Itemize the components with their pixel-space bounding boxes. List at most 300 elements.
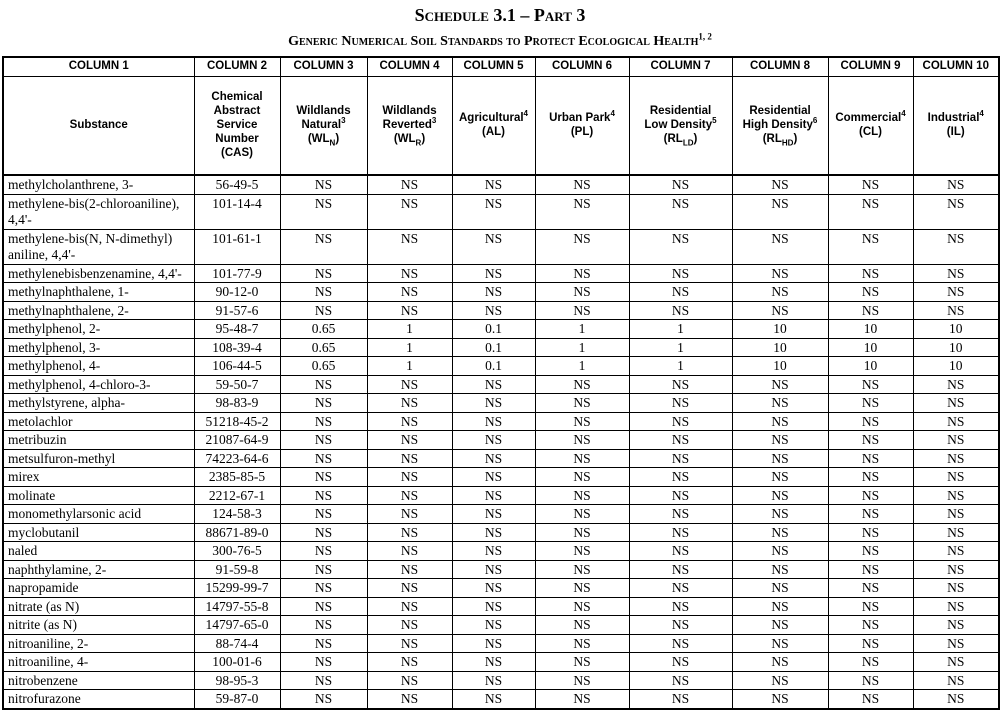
substance-cell: methylenebisbenzenamine, 4,4'-: [3, 264, 194, 283]
standard-value-cell: NS: [535, 449, 629, 468]
standard-value-cell: NS: [452, 283, 535, 302]
cas-number-cell: 2385-85-5: [194, 468, 280, 487]
standard-value-cell: NS: [828, 616, 913, 635]
footnote-marker: 4: [610, 109, 615, 119]
column-field-header: [280, 76, 367, 175]
standard-value-cell: NS: [828, 301, 913, 320]
table-row: [3, 690, 999, 709]
standard-value-cell: NS: [535, 175, 629, 194]
cas-number-cell: 101-77-9: [194, 264, 280, 283]
standard-value-cell: NS: [452, 412, 535, 431]
standard-value-cell: NS: [913, 671, 999, 690]
standard-value-cell: NS: [280, 283, 367, 302]
standard-value-cell: NS: [828, 194, 913, 229]
standard-value-cell: NS: [629, 560, 732, 579]
standard-value-cell: 10: [732, 338, 828, 357]
standard-value-cell: NS: [732, 523, 828, 542]
standard-value-cell: NS: [535, 194, 629, 229]
standard-value-cell: NS: [828, 431, 913, 450]
table-row: [3, 357, 999, 376]
standard-value-cell: NS: [452, 542, 535, 561]
standard-value-cell: NS: [913, 634, 999, 653]
standard-value-cell: NS: [535, 394, 629, 413]
standard-value-cell: NS: [367, 175, 452, 194]
standard-value-cell: NS: [629, 301, 732, 320]
standard-value-cell: NS: [452, 486, 535, 505]
column-field-header: [452, 76, 535, 175]
standard-value-cell: NS: [367, 229, 452, 264]
standard-value-cell: 0.1: [452, 357, 535, 376]
standard-value-cell: NS: [280, 229, 367, 264]
table-row: [3, 320, 999, 339]
standard-value-cell: NS: [280, 301, 367, 320]
standard-value-cell: NS: [535, 431, 629, 450]
standard-value-cell: NS: [629, 653, 732, 672]
standard-value-cell: NS: [913, 486, 999, 505]
standard-value-cell: NS: [452, 375, 535, 394]
cas-number-cell: 98-83-9: [194, 394, 280, 413]
standard-value-cell: NS: [913, 653, 999, 672]
standard-value-cell: NS: [732, 468, 828, 487]
standard-value-cell: NS: [828, 412, 913, 431]
standard-value-cell: NS: [452, 264, 535, 283]
standard-value-cell: NS: [535, 301, 629, 320]
substance-cell: molinate: [3, 486, 194, 505]
standard-value-cell: 10: [828, 357, 913, 376]
cas-number-cell: 14797-55-8: [194, 597, 280, 616]
standard-value-cell: NS: [280, 690, 367, 709]
standard-value-cell: NS: [828, 690, 913, 709]
column-number-header: COLUMN 9: [828, 57, 913, 76]
field-header-abbreviation: (AL): [482, 126, 505, 139]
table-row: [3, 579, 999, 598]
abbreviation-subscript: LD: [682, 138, 694, 148]
substance-cell: methylene-bis(N, N-dimethyl) aniline, 4,4'-: [3, 229, 194, 264]
standard-value-cell: NS: [280, 194, 367, 229]
standard-value-cell: NS: [913, 375, 999, 394]
cas-number-cell: 21087-64-9: [194, 431, 280, 450]
standard-value-cell: NS: [629, 412, 732, 431]
standard-value-cell: NS: [732, 486, 828, 505]
standard-value-cell: NS: [452, 175, 535, 194]
table-row: [3, 264, 999, 283]
standard-value-cell: NS: [629, 431, 732, 450]
standard-value-cell: NS: [732, 616, 828, 635]
cas-number-cell: 14797-65-0: [194, 616, 280, 635]
table-row: [3, 301, 999, 320]
field-header-abbreviation: $(WL_R)$: [393, 133, 426, 148]
substance-cell: naled: [3, 542, 194, 561]
standard-value-cell: NS: [629, 175, 732, 194]
footnote-marker: 4: [979, 109, 984, 119]
column-field-header: [629, 76, 732, 175]
standard-value-cell: NS: [367, 449, 452, 468]
standard-value-cell: NS: [828, 671, 913, 690]
table-row: [3, 653, 999, 672]
column-field-header: [535, 76, 629, 175]
standard-value-cell: NS: [828, 634, 913, 653]
page-subtitle: [0, 31, 1000, 49]
standard-value-cell: NS: [828, 579, 913, 598]
cas-number-cell: 124-58-3: [194, 505, 280, 524]
standard-value-cell: 1: [367, 357, 452, 376]
cas-number-cell: 59-50-7: [194, 375, 280, 394]
standard-value-cell: NS: [367, 616, 452, 635]
standard-value-cell: NS: [367, 653, 452, 672]
field-header-abbreviation: $(RL_{LD})$: [663, 133, 698, 148]
table-row: [3, 194, 999, 229]
standard-value-cell: NS: [452, 671, 535, 690]
standard-value-cell: NS: [629, 616, 732, 635]
standard-value-cell: 10: [913, 320, 999, 339]
standard-value-cell: NS: [280, 579, 367, 598]
standard-value-cell: NS: [367, 486, 452, 505]
standard-value-cell: NS: [367, 194, 452, 229]
standard-value-cell: NS: [367, 634, 452, 653]
cas-number-cell: 88671-89-0: [194, 523, 280, 542]
table-row: [3, 338, 999, 357]
standard-value-cell: NS: [629, 523, 732, 542]
standard-value-cell: NS: [828, 653, 913, 672]
page-title: [0, 6, 1000, 25]
standard-value-cell: NS: [535, 671, 629, 690]
table-row: [3, 431, 999, 450]
page-title-text: Schedule 3.1 – Part 3: [414, 5, 586, 25]
standard-value-cell: 10: [732, 320, 828, 339]
standard-value-cell: NS: [280, 375, 367, 394]
substance-cell: nitrofurazone: [3, 690, 194, 709]
standard-value-cell: NS: [629, 449, 732, 468]
standard-value-cell: 1: [629, 320, 732, 339]
standard-value-cell: NS: [913, 542, 999, 561]
footnote-marker: 4: [901, 109, 906, 119]
standard-value-cell: NS: [732, 283, 828, 302]
standard-value-cell: NS: [452, 431, 535, 450]
standard-value-cell: NS: [452, 229, 535, 264]
standard-value-cell: NS: [535, 690, 629, 709]
standard-value-cell: NS: [828, 560, 913, 579]
standard-value-cell: NS: [280, 264, 367, 283]
footnote-marker: 3: [341, 116, 346, 126]
standard-value-cell: NS: [629, 690, 732, 709]
field-header-label: Industrial$^4$: [927, 109, 984, 125]
standard-value-cell: NS: [452, 301, 535, 320]
cas-number-cell: 15299-99-7: [194, 579, 280, 598]
standard-value-cell: NS: [913, 597, 999, 616]
standard-value-cell: NS: [732, 175, 828, 194]
table-row: [3, 394, 999, 413]
table-body: [3, 175, 999, 709]
standard-value-cell: NS: [280, 616, 367, 635]
standard-value-cell: NS: [913, 523, 999, 542]
standard-value-cell: 1: [629, 357, 732, 376]
standard-value-cell: NS: [535, 468, 629, 487]
field-header-abbreviation: (PL): [570, 126, 594, 139]
standard-value-cell: NS: [280, 597, 367, 616]
substance-cell: nitroaniline, 2-: [3, 634, 194, 653]
field-header-label: Substance: [69, 119, 128, 132]
standard-value-cell: NS: [629, 486, 732, 505]
table-row: [3, 505, 999, 524]
standard-value-cell: NS: [280, 523, 367, 542]
cas-number-cell: 95-48-7: [194, 320, 280, 339]
table-row: [3, 616, 999, 635]
column-field-header: [913, 76, 999, 175]
footnote-marker: 4: [523, 109, 528, 119]
standard-value-cell: NS: [913, 283, 999, 302]
standard-value-cell: 1: [367, 338, 452, 357]
standard-value-cell: 1: [629, 338, 732, 357]
standard-value-cell: NS: [280, 431, 367, 450]
standard-value-cell: NS: [367, 690, 452, 709]
cas-number-cell: 300-76-5: [194, 542, 280, 561]
standard-value-cell: NS: [367, 542, 452, 561]
table-row: [3, 523, 999, 542]
abbreviation-subscript: R: [415, 138, 422, 148]
field-header-abbreviation: $(WL_N)$: [307, 133, 340, 148]
substance-cell: methylstyrene, alpha-: [3, 394, 194, 413]
cas-number-cell: 108-39-4: [194, 338, 280, 357]
standard-value-cell: NS: [535, 486, 629, 505]
footnote-marker: 5: [712, 116, 717, 126]
substance-cell: nitrobenzene: [3, 671, 194, 690]
standard-value-cell: NS: [828, 486, 913, 505]
standard-value-cell: NS: [452, 468, 535, 487]
table-row: [3, 175, 999, 194]
standard-value-cell: NS: [535, 283, 629, 302]
table-row: [3, 412, 999, 431]
standard-value-cell: NS: [280, 671, 367, 690]
substance-cell: nitroaniline, 4-: [3, 653, 194, 672]
standard-value-cell: NS: [913, 449, 999, 468]
substance-cell: methylnaphthalene, 1-: [3, 283, 194, 302]
standard-value-cell: NS: [732, 194, 828, 229]
field-header-label: Wildlands Natural$^3$: [296, 105, 351, 132]
standard-value-cell: 1: [367, 320, 452, 339]
field-header-label: Agricultural$^4$: [459, 109, 528, 125]
table-row: [3, 486, 999, 505]
standard-value-cell: NS: [732, 671, 828, 690]
standard-value-cell: NS: [828, 283, 913, 302]
standard-value-cell: 1: [535, 320, 629, 339]
substance-cell: myclobutanil: [3, 523, 194, 542]
standard-value-cell: 0.1: [452, 320, 535, 339]
standard-value-cell: NS: [367, 301, 452, 320]
standard-value-cell: NS: [732, 634, 828, 653]
standard-value-cell: NS: [452, 616, 535, 635]
standard-value-cell: NS: [732, 375, 828, 394]
standard-value-cell: NS: [280, 560, 367, 579]
standard-value-cell: NS: [732, 597, 828, 616]
footnote-marker: 6: [812, 116, 818, 126]
standard-value-cell: NS: [913, 175, 999, 194]
column-number-header: COLUMN 10: [913, 57, 999, 76]
cas-number-cell: 2212-67-1: [194, 486, 280, 505]
column-field-header: [367, 76, 452, 175]
column-number-header: COLUMN 1: [3, 57, 194, 76]
standard-value-cell: NS: [732, 301, 828, 320]
standard-value-cell: NS: [367, 671, 452, 690]
standard-value-cell: NS: [629, 634, 732, 653]
standard-value-cell: 10: [913, 357, 999, 376]
standard-value-cell: NS: [280, 412, 367, 431]
standard-value-cell: NS: [828, 375, 913, 394]
standard-value-cell: NS: [280, 486, 367, 505]
substance-cell: methylnaphthalene, 2-: [3, 301, 194, 320]
standard-value-cell: NS: [629, 597, 732, 616]
standard-value-cell: NS: [732, 394, 828, 413]
standard-value-cell: NS: [828, 264, 913, 283]
table-row: [3, 375, 999, 394]
standard-value-cell: NS: [367, 560, 452, 579]
standard-value-cell: NS: [732, 431, 828, 450]
standard-value-cell: NS: [913, 690, 999, 709]
standard-value-cell: NS: [913, 301, 999, 320]
standard-value-cell: NS: [913, 560, 999, 579]
column-label-row: [3, 76, 999, 175]
standard-value-cell: NS: [535, 560, 629, 579]
cas-number-cell: 100-01-6: [194, 653, 280, 672]
cas-number-cell: 106-44-5: [194, 357, 280, 376]
substance-cell: naphthylamine, 2-: [3, 560, 194, 579]
standard-value-cell: NS: [535, 523, 629, 542]
standard-value-cell: NS: [828, 523, 913, 542]
standard-value-cell: NS: [367, 579, 452, 598]
substance-cell: methylcholanthrene, 3-: [3, 175, 194, 194]
substance-cell: methylphenol, 4-: [3, 357, 194, 376]
standard-value-cell: NS: [913, 264, 999, 283]
page-subtitle-text: Generic Numerical Soil Standards to Protect Ecological Health: [288, 34, 699, 49]
standard-value-cell: NS: [913, 229, 999, 264]
table-row: [3, 560, 999, 579]
standard-value-cell: NS: [280, 468, 367, 487]
column-number-header: COLUMN 8: [732, 57, 828, 76]
standard-value-cell: NS: [280, 175, 367, 194]
standard-value-cell: NS: [629, 229, 732, 264]
standard-value-cell: NS: [732, 579, 828, 598]
standard-value-cell: NS: [913, 194, 999, 229]
standard-value-cell: NS: [629, 264, 732, 283]
standard-value-cell: NS: [535, 616, 629, 635]
standard-value-cell: NS: [629, 505, 732, 524]
standard-value-cell: NS: [367, 505, 452, 524]
substance-cell: mirex: [3, 468, 194, 487]
standard-value-cell: 10: [913, 338, 999, 357]
standard-value-cell: NS: [367, 264, 452, 283]
cas-number-cell: 91-57-6: [194, 301, 280, 320]
standard-value-cell: NS: [629, 194, 732, 229]
field-header-abbreviation: $(RL_{HD})$: [762, 133, 798, 148]
field-header-abbreviation: (IL): [946, 126, 965, 139]
standard-value-cell: NS: [913, 431, 999, 450]
substance-cell: methylphenol, 3-: [3, 338, 194, 357]
standard-value-cell: NS: [452, 194, 535, 229]
cas-number-cell: 98-95-3: [194, 671, 280, 690]
table-row: [3, 542, 999, 561]
standard-value-cell: NS: [732, 542, 828, 561]
standard-value-cell: NS: [732, 690, 828, 709]
table-row: [3, 634, 999, 653]
standard-value-cell: NS: [280, 634, 367, 653]
standard-value-cell: 0.65: [280, 320, 367, 339]
standard-value-cell: NS: [629, 579, 732, 598]
standard-value-cell: NS: [280, 653, 367, 672]
standard-value-cell: NS: [828, 542, 913, 561]
table-row: [3, 671, 999, 690]
standard-value-cell: NS: [280, 505, 367, 524]
standard-value-cell: NS: [452, 653, 535, 672]
standard-value-cell: NS: [367, 523, 452, 542]
standard-value-cell: NS: [732, 653, 828, 672]
standard-value-cell: NS: [367, 412, 452, 431]
standard-value-cell: NS: [732, 412, 828, 431]
abbreviation-subscript: N: [329, 138, 336, 148]
standard-value-cell: NS: [629, 671, 732, 690]
standard-value-cell: NS: [828, 394, 913, 413]
standard-value-cell: NS: [452, 579, 535, 598]
substance-cell: methylphenol, 4-chloro-3-: [3, 375, 194, 394]
field-header-abbreviation: (CAS): [221, 147, 253, 160]
column-field-header: [732, 76, 828, 175]
standard-value-cell: NS: [280, 449, 367, 468]
standard-value-cell: NS: [280, 394, 367, 413]
standard-value-cell: NS: [535, 653, 629, 672]
standard-value-cell: NS: [367, 431, 452, 450]
substance-cell: methylene-bis(2-chloroaniline), 4,4'-: [3, 194, 194, 229]
subtitle-footnote-marker: 1, 2: [698, 31, 712, 42]
table-row: [3, 283, 999, 302]
soil-standards-table: [2, 56, 1000, 710]
standard-value-cell: NS: [535, 412, 629, 431]
cas-number-cell: 91-59-8: [194, 560, 280, 579]
column-field-header: [3, 76, 194, 175]
standard-value-cell: NS: [452, 690, 535, 709]
column-number-row: [3, 57, 999, 76]
column-number-header: COLUMN 7: [629, 57, 732, 76]
substance-cell: napropamide: [3, 579, 194, 598]
standard-value-cell: NS: [828, 468, 913, 487]
standard-value-cell: 0.65: [280, 338, 367, 357]
table-row: [3, 449, 999, 468]
standard-value-cell: NS: [535, 597, 629, 616]
standard-value-cell: NS: [535, 229, 629, 264]
standard-value-cell: NS: [367, 394, 452, 413]
standard-value-cell: 1: [535, 338, 629, 357]
standard-value-cell: NS: [732, 505, 828, 524]
standard-value-cell: NS: [367, 283, 452, 302]
standard-value-cell: NS: [452, 634, 535, 653]
standard-value-cell: NS: [535, 375, 629, 394]
footnote-marker: 3: [431, 116, 437, 126]
field-header-abbreviation: (CL): [859, 126, 882, 139]
table-header: [3, 57, 999, 175]
standard-value-cell: NS: [535, 264, 629, 283]
standard-value-cell: 10: [828, 320, 913, 339]
abbreviation-subscript: HD: [781, 138, 794, 148]
standard-value-cell: NS: [913, 412, 999, 431]
standard-value-cell: 10: [828, 338, 913, 357]
standard-value-cell: NS: [828, 175, 913, 194]
column-field-header: [194, 76, 280, 175]
cas-number-cell: 59-87-0: [194, 690, 280, 709]
standard-value-cell: NS: [732, 229, 828, 264]
standard-value-cell: NS: [367, 597, 452, 616]
cas-number-cell: 74223-64-6: [194, 449, 280, 468]
standard-value-cell: NS: [913, 505, 999, 524]
substance-cell: monomethylarsonic acid: [3, 505, 194, 524]
substance-cell: metolachlor: [3, 412, 194, 431]
standard-value-cell: NS: [913, 394, 999, 413]
